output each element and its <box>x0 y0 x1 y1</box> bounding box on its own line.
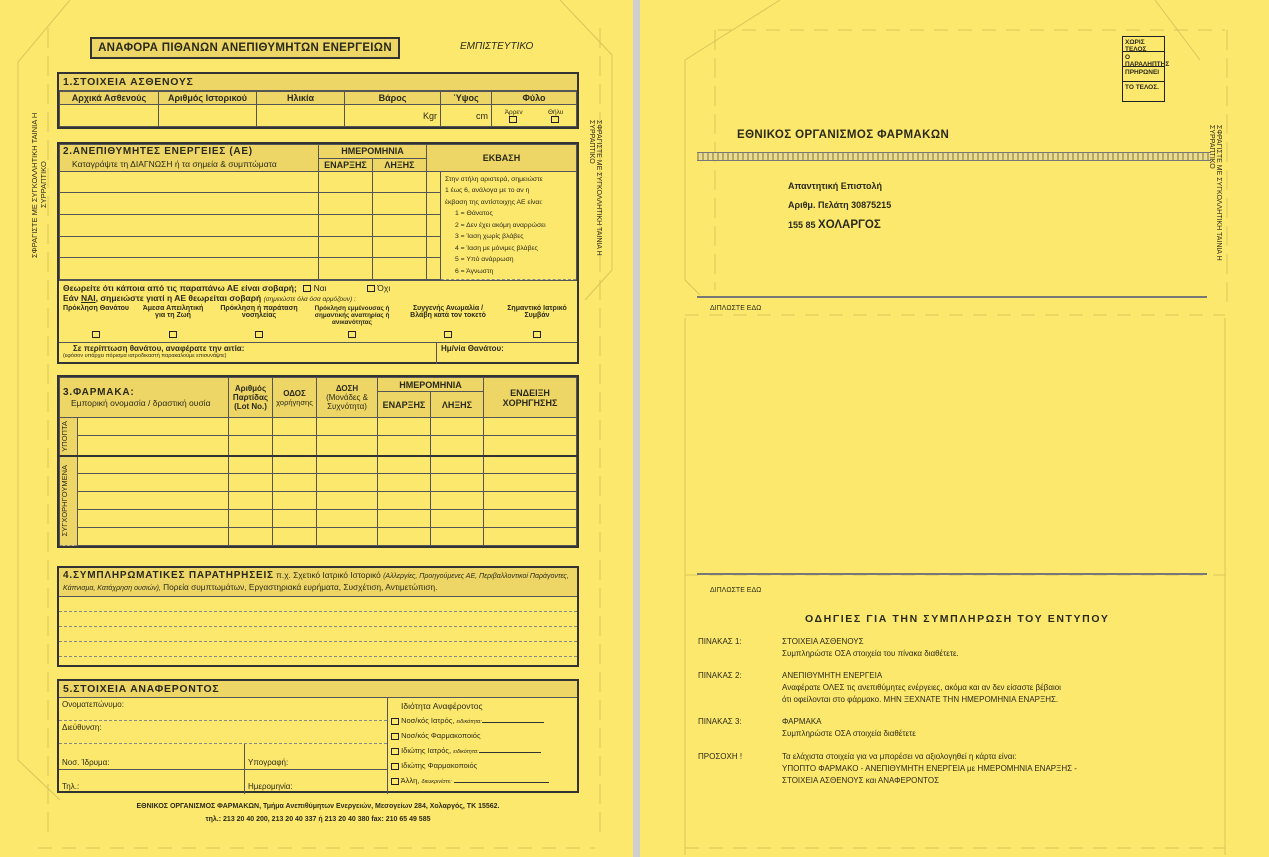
drug-end-field[interactable] <box>431 474 484 492</box>
fold-line-top <box>697 296 1207 298</box>
drug-start-field[interactable] <box>378 528 431 546</box>
seal-instruction-right: ΣΦΡΑΓΙΣΤΕ ΜΕ ΣΥΓΚΟΛΛΗΤΙΚΗ ΤΑΙΝΙΑ Η ΣΥΡΡΑΠΤΙΚΟ <box>588 120 602 256</box>
criterion-life-threat-checkbox[interactable] <box>169 331 177 338</box>
ae-outcome-field[interactable] <box>427 236 441 258</box>
ae-start-field[interactable] <box>319 193 373 215</box>
section-4-italic: (Αλλεργίες, Προηγούμενες ΑΕ, Περιβαλλοντικοί Παράγοντες, Κάπνισμα, Κατάχρηση ουσιών), <box>63 573 569 592</box>
greek-key-border <box>697 152 1211 161</box>
ae-end-field[interactable] <box>373 214 427 236</box>
drug-route-field[interactable] <box>273 418 317 436</box>
outcome-option: 5 = Υπό ανάρρωση <box>455 256 514 263</box>
col-indication: ΕΝΔΕΙΞΗ ΧΟΡΗΓΗΣΗΣ <box>484 378 577 418</box>
criterion-hospitalization-checkbox[interactable] <box>255 331 263 338</box>
reporter-phone-label: Τηλ.: <box>62 782 80 791</box>
death-date-field[interactable] <box>437 343 577 364</box>
remarks-line[interactable] <box>59 657 577 670</box>
instruction-text <box>782 716 916 740</box>
serious-no-checkbox[interactable] <box>367 285 375 292</box>
serious-yes-label: Ναι <box>313 283 327 293</box>
ae-start-field[interactable] <box>319 236 373 258</box>
drug-dose-field[interactable] <box>317 510 378 528</box>
drug-end-field[interactable] <box>431 436 484 456</box>
footer-address: ΕΘΝΙΚΟΣ ΟΡΓΑΝΙΣΜΟΣ ΦΑΡΜΑΚΩΝ, Τμήμα Ανεπιθύμητων Ενεργειών, Μεσογείων 284, Χολαργός, ΤΚ 15562. <box>136 803 500 810</box>
drug-route-field[interactable] <box>273 510 317 528</box>
instruction-line: ΥΠΟΠΤΟ ΦΑΡΜΑΚΟ - ΑΝΕΠΙΘΥΜΗΤΗ ΕΝΕΡΓΕΙΑ με ΗΜΕΡΟΜΗΝΙΑ ΕΝΑΡΞΗΣ - <box>782 764 1077 773</box>
envelope-page <box>640 0 1269 857</box>
drug-end-field[interactable] <box>431 510 484 528</box>
drug-lot-field[interactable] <box>229 456 273 474</box>
instruction-key: ΠΡΟΣΟΧΗ ! <box>698 752 743 761</box>
reporter-name-label: Ονοματεπώνυμο: <box>62 700 124 709</box>
reporter-date-field[interactable] <box>245 770 387 791</box>
section-drugs <box>57 375 579 548</box>
capacity-checkbox[interactable] <box>391 763 399 770</box>
ae-diagnosis-field[interactable] <box>60 258 319 280</box>
outcome-intro: έκβαση της αντίστοιχης ΑΕ είναι: <box>445 198 543 206</box>
drug-name-field[interactable] <box>78 418 229 436</box>
section-4-prefix: π.χ. Σχετικό Ιατρικό Ιστορικό <box>273 570 384 580</box>
capacity-label: Νοσ/κός Φαρμακοποιός <box>401 731 481 740</box>
capacity-checkbox[interactable] <box>391 718 399 725</box>
sex-male-label: Άρρεν <box>504 108 523 116</box>
reporter-date-label: Ημερομηνία: <box>248 782 293 791</box>
drug-start-field[interactable] <box>378 418 431 436</box>
postage-line: ΤΟ ΤΕΛΟΣ. <box>1125 84 1159 91</box>
fold-line-bottom <box>697 573 1207 575</box>
drug-name-field[interactable] <box>78 436 229 456</box>
instruction-text <box>782 636 959 660</box>
drug-end-field[interactable] <box>431 492 484 510</box>
reporter-address-field[interactable] <box>59 721 387 744</box>
postal-address <box>788 219 881 231</box>
col-route <box>273 378 317 418</box>
specialty-line[interactable] <box>482 722 544 723</box>
reporter-signature-label: Υπογραφή: <box>248 758 289 767</box>
drug-start-field[interactable] <box>378 436 431 456</box>
drug-route-field[interactable] <box>273 456 317 474</box>
capacity-label: Άλλη, <box>400 776 422 785</box>
section-2-heading: 2.ΑΝΕΠΙΘΥΜΗΤΕΣ ΕΝΕΡΓΕΙΕΣ (ΑΕ) <box>60 145 319 159</box>
other-line[interactable] <box>454 782 549 783</box>
remarks-line[interactable] <box>59 627 577 642</box>
capacity-checkbox[interactable] <box>391 748 399 755</box>
drugs-heading-cell <box>60 378 229 418</box>
section-3-heading: 3.ΦΑΡΜΑΚΑ: <box>63 387 135 398</box>
instruction-line: ΦΑΡΜΑΚΑ <box>782 717 822 726</box>
patient-initials-field[interactable] <box>60 105 159 127</box>
postcode: 155 85 <box>788 220 816 230</box>
section-1-heading: 1.ΣΤΟΙΧΕΙΑ ΑΣΘΕΝΟΥΣ <box>59 74 577 91</box>
death-note: (εφόσον υπάρχει πόρισμα ιατροδικαστή παρακαλούμε επισυνάψτε) <box>63 353 227 359</box>
instruction-line: Συμπληρώστε ΟΣΑ στοιχεία διαθέτετε <box>782 729 916 738</box>
section-4-heading: 4.ΣΥΜΠΛΗΡΩΜΑΤΙΚΕΣ ΠΑΡΑΤΗΡΗΣΕΙΣ <box>63 570 274 581</box>
death-date-label: Ημ/νία Θανάτου: <box>441 344 504 353</box>
seal-instruction-left: ΣΦΡΑΓΙΣΤΕ ΜΕ ΣΥΓΚΟΛΛΗΤΙΚΗ ΤΑΙΝΙΑ Η ΣΥΡΡΑΠΤΙΚΟ <box>30 112 48 258</box>
serious-question-row <box>59 280 577 305</box>
serious-yes-checkbox[interactable] <box>303 285 311 292</box>
col-age: Ηλικία <box>257 92 345 105</box>
section-5-heading: 5.ΣΤΟΙΧΕΙΑ ΑΝΑΦΕΡΟΝΤΟΣ <box>59 681 577 698</box>
reporter-capacity <box>388 698 577 794</box>
instruction-line: Τα ελάχιστα στοιχεία για να μπορέσει να αξιολογηθεί η κάρτα είναι: <box>782 752 1017 761</box>
weight-field[interactable] <box>345 105 441 127</box>
section-3-subheading: Εμπορική ονομασία / δραστική ουσία <box>71 398 211 408</box>
remarks-line[interactable] <box>59 642 577 657</box>
drug-dose-field[interactable] <box>317 456 378 474</box>
drug-dose-field[interactable] <box>317 418 378 436</box>
criterion-label: Πρόκληση Θανάτου <box>63 305 129 312</box>
ae-diagnosis-field[interactable] <box>60 214 319 236</box>
postage-line: ΧΩΡΙΣ ΤΕΛΟΣ <box>1123 37 1164 52</box>
outcome-option: 4 = Ίαση με μόνιμες βλάβες <box>455 244 538 252</box>
criterion-congenital-checkbox[interactable] <box>444 331 452 338</box>
ae-outcome-field[interactable] <box>427 193 441 215</box>
if-yes-nai: ΝΑΙ <box>80 293 96 303</box>
drug-lot-field[interactable] <box>229 528 273 546</box>
outcome-option: 3 = Ίαση χωρίς βλάβες <box>455 233 524 240</box>
reporter-name-field[interactable] <box>59 698 387 721</box>
height-field[interactable] <box>441 105 492 127</box>
drug-start-header: ΕΝΑΡΞΗΣ <box>378 392 431 418</box>
page-divider <box>633 0 640 857</box>
footer-phones: τηλ.: 213 20 40 200, 213 20 40 337 ή 213 20 40 380 fax: 210 65 49 585 <box>205 816 431 823</box>
outcome-intro: 1 έως 6, ανάλογα με το αν η <box>445 187 530 194</box>
criterion-label: Πρόκληση ή παράταση νοσηλείας <box>220 305 298 319</box>
drug-indication-field[interactable] <box>484 436 577 456</box>
route-subtitle: χορήγησης <box>276 397 313 407</box>
capacity-checkbox[interactable] <box>391 733 399 740</box>
client-number: Αριθμ. Πελάτη 30875215 <box>788 200 892 210</box>
ae-start-field[interactable] <box>319 214 373 236</box>
envelope-fold-guides <box>640 0 1269 857</box>
reporter-signature-field[interactable] <box>245 744 387 770</box>
specialty-line[interactable] <box>479 752 541 753</box>
drug-name-field[interactable] <box>78 528 229 546</box>
criterion-item <box>137 305 209 342</box>
drug-route-field[interactable] <box>273 436 317 456</box>
capacity-note: διευκρινίστε: <box>421 779 452 785</box>
drug-lot-field[interactable] <box>229 474 273 492</box>
drug-indication-field[interactable] <box>484 528 577 546</box>
age-field[interactable] <box>257 105 345 127</box>
postage-line: Ο ΠΑΡΑΛΗΠΤΗΣ <box>1125 54 1170 68</box>
criterion-medical-event-checkbox[interactable] <box>533 331 541 338</box>
death-cause-label: Σε περίπτωση θανάτου, αναφέρατε την αιτία: <box>73 344 245 353</box>
ae-outcome-field[interactable] <box>427 258 441 280</box>
criterion-label: Συγγενής Ανωμαλία / Βλάβη κατά τον τοκετό <box>410 305 486 319</box>
capacity-label: Ιδιώτης Ιατρός, <box>401 746 454 755</box>
drug-dose-field[interactable] <box>317 436 378 456</box>
drug-lot-field[interactable] <box>229 510 273 528</box>
suspect-label: ΥΠΟΠΤΑ <box>60 420 69 452</box>
form-title: ΑΝΑΦΟΡΑ ΠΙΘΑΝΩΝ ΑΝΕΠΙΘΥΜΗΤΩΝ ΕΝΕΡΓΕΙΩΝ <box>90 37 400 59</box>
drug-lot-field[interactable] <box>229 418 273 436</box>
drug-route-field[interactable] <box>273 492 317 510</box>
ae-diagnosis-field[interactable] <box>60 236 319 258</box>
concomitant-label: ΣΥΓΧΟΡΗΓΟΥΜΕΝΑ <box>60 465 69 537</box>
ae-start-field[interactable] <box>319 258 373 280</box>
reporter-institution-label: Νοσ. Ίδρυμα: <box>62 758 110 767</box>
capacity-option <box>391 776 574 791</box>
outcome-header: ΕΚΒΑΣΗ <box>427 145 577 172</box>
drug-lot-field[interactable] <box>229 436 273 456</box>
drug-end-field[interactable] <box>431 418 484 436</box>
ae-outcome-field[interactable] <box>427 214 441 236</box>
instruction-key: ΠΙΝΑΚΑΣ 3: <box>698 717 742 726</box>
dose-subtitle: (Μονάδες & Συχνότητα) <box>326 393 368 411</box>
drug-indication-field[interactable] <box>484 510 577 528</box>
drug-dose-field[interactable] <box>317 528 378 546</box>
report-form-page <box>0 0 633 857</box>
capacity-option <box>391 731 574 746</box>
col-lot-number: Αριθμός Παρτίδας (Lot No.) <box>229 378 273 418</box>
if-yes-rest: , σημειώστε γιατί η ΑΕ θεωρείται σοβαρή <box>95 293 262 303</box>
drug-start-field[interactable] <box>378 456 431 474</box>
capacity-option <box>391 746 574 761</box>
postage-paid-box <box>1122 36 1170 102</box>
ae-diagnosis-field[interactable] <box>60 171 319 193</box>
section-4-header <box>59 568 577 597</box>
criterion-disability-checkbox[interactable] <box>348 331 356 338</box>
criterion-label: Πρόκληση εμμένουσας ή σημαντικής αναπηρίας ή ανικανότητας <box>314 305 390 326</box>
drug-start-field[interactable] <box>378 474 431 492</box>
capacity-label: Ιδιώτης Φαρμακοποιός <box>401 761 478 770</box>
recipient-organization: ΕΘΝΙΚΟΣ ΟΡΓΑΝΙΣΜΟΣ ΦΑΡΜΑΚΩΝ <box>737 129 950 141</box>
capacity-checkbox[interactable] <box>391 778 399 785</box>
outcome-option: 1 = Θάνατος <box>455 210 493 217</box>
col-height: Ύψος <box>441 92 492 105</box>
instruction-text <box>782 751 1077 787</box>
instruction-line: Συμπληρώστε ΟΣΑ στοιχεία του πίνακα διαθέτετε. <box>782 649 959 658</box>
outcome-intro: Στην στήλη αριστερά, σημειώστε <box>445 175 543 183</box>
ae-start-field[interactable] <box>319 171 373 193</box>
col-weight: Βάρος <box>345 92 441 105</box>
drug-date-header: ΗΜΕΡΟΜΗΝΙΑ <box>378 378 484 392</box>
outcome-option: 2 = Δεν έχει ακόμη αναρρώσει <box>455 221 546 229</box>
capacity-label: Νοσ/κός Ιατρός, <box>401 716 457 725</box>
section-adverse-events <box>57 142 579 364</box>
serious-no-label: Όχι <box>377 283 391 293</box>
criterion-item <box>501 305 573 342</box>
capacity-title: Ιδιότητα Αναφέροντος <box>401 701 483 711</box>
drug-dose-field[interactable] <box>317 474 378 492</box>
drug-lot-field[interactable] <box>229 492 273 510</box>
drug-route-field[interactable] <box>273 528 317 546</box>
height-unit: cm <box>476 110 488 121</box>
weight-unit: Kgr <box>422 110 437 121</box>
ae-diagnosis-field[interactable] <box>60 193 319 215</box>
instruction-line: ΣΤΟΙΧΕΙΑ ΑΣΘΕΝΟΥΣ και ΑΝΑΦΕΡΟΝΤΟΣ <box>782 776 940 785</box>
ae-start-header: ΕΝΑΡΞΗΣ <box>319 158 373 171</box>
seriousness-criteria <box>59 305 577 342</box>
death-row <box>59 342 577 364</box>
death-cause-field[interactable] <box>59 343 437 364</box>
criterion-item <box>403 305 493 342</box>
capacity-option <box>391 716 574 731</box>
instructions-title: ΟΔΗΓΙΕΣ ΓΙΑ ΤΗΝ ΣΥΜΠΛΗΡΩΣΗ ΤΟΥ ΕΝΤΥΠΟΥ <box>805 613 1110 625</box>
section-reporter <box>57 679 579 793</box>
instruction-key: ΠΙΝΑΚΑΣ 2: <box>698 671 742 680</box>
drug-end-header: ΛΗΞΗΣ <box>431 392 484 418</box>
capacity-note: ειδικότητα: <box>453 749 479 755</box>
col-patient-initials: Αρχικά Ασθενούς <box>60 92 159 105</box>
instruction-key: ΠΙΝΑΚΑΣ 1: <box>698 637 742 646</box>
section-2-subheading: Καταγράψτε τη ΔΙΑΓΝΩΣΗ ή τα σημεία & συμπτώματα <box>60 158 319 171</box>
section-remarks <box>57 566 579 667</box>
section-patient-info <box>57 72 579 129</box>
ae-end-field[interactable] <box>373 193 427 215</box>
instruction-line: ΣΤΟΙΧΕΙΑ ΑΣΘΕΝΟΥΣ <box>782 637 864 646</box>
ae-outcome-field[interactable] <box>427 171 441 193</box>
reporter-address-label: Διεύθυνση: <box>62 723 102 732</box>
drug-name-field[interactable] <box>78 492 229 510</box>
ae-end-field[interactable] <box>373 258 427 280</box>
ae-end-header: ΛΗΞΗΣ <box>373 158 427 171</box>
ae-end-field[interactable] <box>373 236 427 258</box>
dose-title: ΔΟΣΗ <box>335 384 359 393</box>
drug-start-field[interactable] <box>378 510 431 528</box>
envelope-seal-instruction: ΣΦΡΑΓΙΣΤΕ ΜΕ ΣΥΓΚΟΛΛΗΤΙΚΗ ΤΑΙΝΙΑ Η ΣΥΡΡΑΠΤΙΚΟ <box>1208 125 1222 261</box>
col-record-number: Αριθμός Ιστορικού <box>159 92 257 105</box>
fold-here-label-bottom: ΔΙΠΛΩΣΤΕ ΕΔΩ <box>710 587 762 594</box>
drug-indication-field[interactable] <box>484 492 577 510</box>
drug-end-field[interactable] <box>431 456 484 474</box>
sex-female-checkbox[interactable] <box>551 116 559 123</box>
drug-start-field[interactable] <box>378 492 431 510</box>
if-yes-prefix: Εάν <box>63 293 81 303</box>
drug-indication-field[interactable] <box>484 456 577 474</box>
postage-line: ΠΡΗΡΩΝΕΙ <box>1123 67 1164 82</box>
reporter-phone-field[interactable] <box>59 770 244 791</box>
criterion-item <box>63 305 129 342</box>
serious-question: Θεωρείτε ότι κάποια από τις παραπάνω ΑΕ είναι σοβαρή; <box>63 283 297 293</box>
instruction-text <box>782 670 1061 706</box>
reporter-institution-field[interactable] <box>59 744 244 770</box>
capacity-option <box>391 761 574 776</box>
drug-indication-field[interactable] <box>484 474 577 492</box>
section-4-rest: Πορεία συμπτωμάτων, Εργαστηριακά ευρήματα, Συσχέτιση, Αντιμετώπιση. <box>160 582 438 592</box>
criterion-label: Άμεσα Απειλητική για τη Ζωή <box>142 305 204 319</box>
drug-end-field[interactable] <box>431 528 484 546</box>
record-number-field[interactable] <box>159 105 257 127</box>
outcome-legend <box>441 171 577 280</box>
criterion-item <box>309 305 395 342</box>
drug-indication-field[interactable] <box>484 418 577 436</box>
ae-date-header: ΗΜΕΡΟΜΗΝΙΑ <box>319 145 427 159</box>
if-yes-note: (σημειώστε όλα όσα αρμόζουν) : <box>263 296 356 303</box>
criterion-death-checkbox[interactable] <box>92 331 100 338</box>
drug-route-field[interactable] <box>273 474 317 492</box>
outcome-option: 6 = Άγνωστη <box>455 267 494 275</box>
city: ΧΟΛΑΡΓΟΣ <box>818 219 881 231</box>
drug-name-field[interactable] <box>78 456 229 474</box>
remarks-line[interactable] <box>59 597 577 612</box>
drug-dose-field[interactable] <box>317 492 378 510</box>
sex-male-checkbox[interactable] <box>509 116 517 123</box>
confidential-label: ΕΜΠΙΣΤΕΥΤΙΚΟ <box>460 41 534 52</box>
col-sex: Φύλο <box>492 92 577 105</box>
criterion-item <box>217 305 301 342</box>
concomitant-label-cell <box>60 456 78 546</box>
col-dose <box>317 378 378 418</box>
reply-letter-label: Απαντητική Επιστολή <box>788 181 883 191</box>
suspect-label-cell <box>60 418 78 456</box>
instruction-line: ΑΝΕΠΙΘΥΜΗΤΗ ΕΝΕΡΓΕΙΑ <box>782 671 883 680</box>
capacity-note: ειδικότητα: <box>456 719 482 725</box>
ae-end-field[interactable] <box>373 171 427 193</box>
instruction-line: Αναφέρατε ΟΛΕΣ τις ανεπιθύμητες ενέργειες, ακόμα και αν δεν είσαστε βέβαιοι <box>782 683 1061 692</box>
route-title: ΟΔΟΣ <box>283 388 306 398</box>
drug-name-field[interactable] <box>78 474 229 492</box>
fold-here-label-top: ΔΙΠΛΩΣΤΕ ΕΔΩ <box>710 305 762 312</box>
drug-name-field[interactable] <box>78 510 229 528</box>
remarks-line[interactable] <box>59 612 577 627</box>
instruction-line: ότι οφείλονται στο φάρμακο. ΜΗΝ ΞΕΧΝΑΤΕ ΤΗΝ ΗΜΕΡΟΜΗΝΙΑ ΕΝΑΡΞΗΣ. <box>782 695 1059 704</box>
sex-female-label: Θήλυ <box>547 108 564 116</box>
criterion-label: Σημαντικό Ιατρικό Συμβάν <box>507 305 567 319</box>
